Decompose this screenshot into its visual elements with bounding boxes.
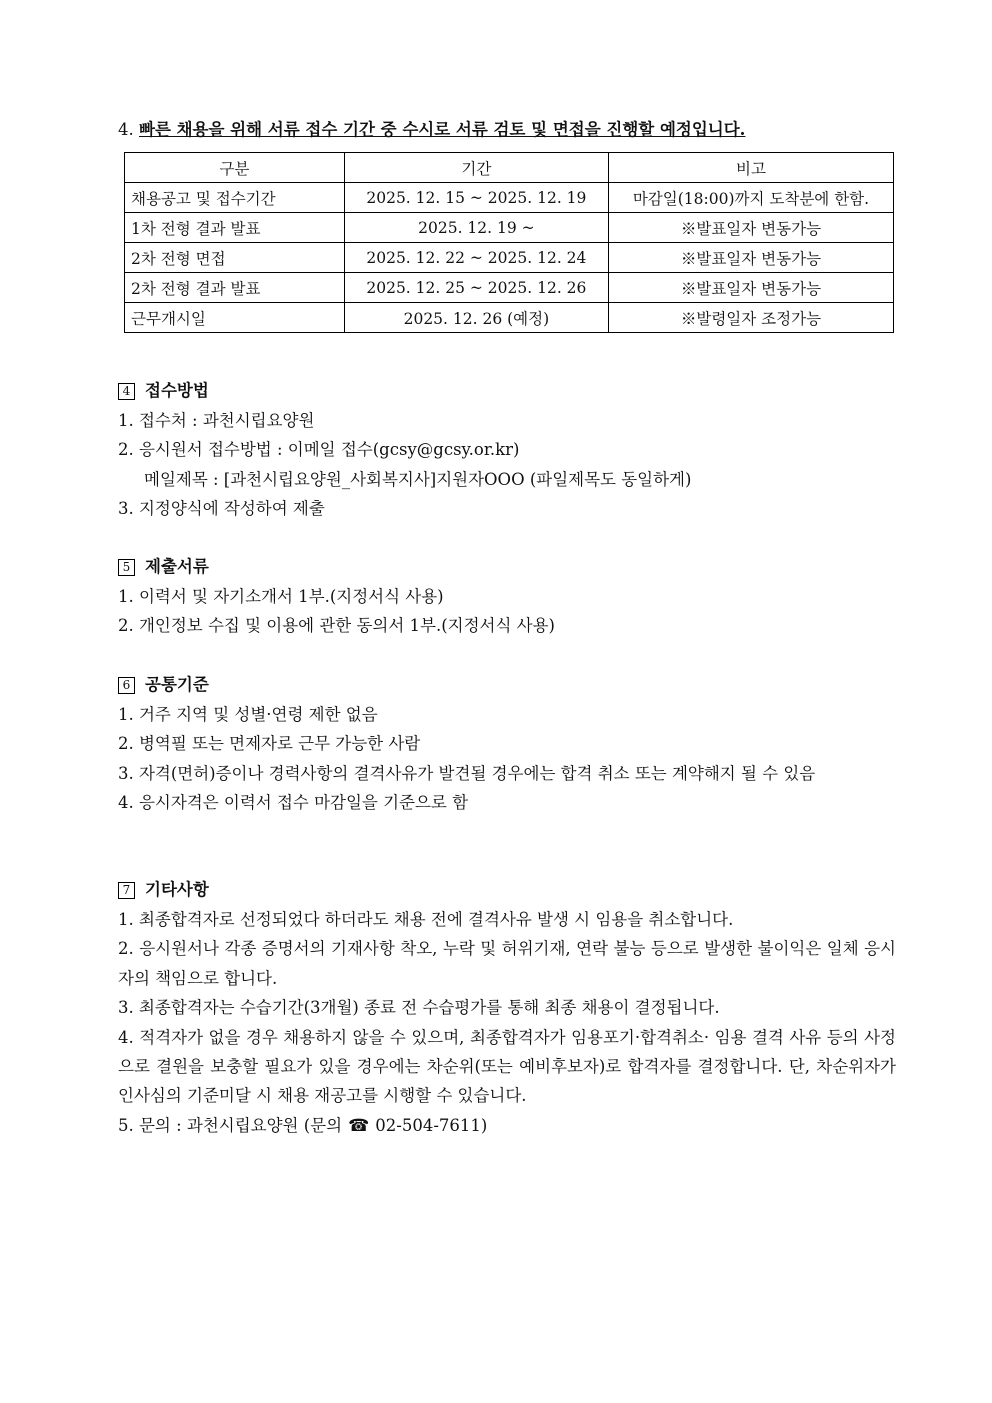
early-review-notice	[118, 116, 745, 140]
list-item: 1. 최종합격자로 선정되었다 하더라도 채용 전에 결격사유 발생 시 임용을 취소합니다.	[118, 910, 734, 929]
table-row	[125, 243, 894, 273]
row-remarks: ※발표일자 변동가능	[608, 213, 893, 243]
section-documents	[118, 552, 896, 641]
section-heading	[118, 670, 896, 700]
list-item: 1. 접수처 : 과천시립요양원	[118, 411, 315, 430]
section-application-method	[118, 376, 896, 524]
section-title: 공통기준	[145, 675, 209, 694]
notice-text: 빠른 채용을 위해 서류 접수 기간 중 수시로 서류 검토 및 면접을 진행할 예정입니다.	[139, 120, 746, 139]
header-period: 기간	[344, 153, 608, 183]
section-title: 기타사항	[145, 880, 209, 899]
table-header-row	[125, 153, 894, 183]
row-period: 2025. 12. 22 ~ 2025. 12. 24	[344, 243, 608, 273]
section-other-matters	[118, 875, 896, 1140]
section-number-box: 4	[118, 383, 135, 400]
row-remarks: ※발령일자 조정가능	[608, 303, 893, 333]
list-item: 2. 병역필 또는 면제자로 근무 가능한 사람	[118, 734, 421, 754]
list-item: 2. 응시원서 접수방법 : 이메일 접수(gcsy@gcsy.or.kr)	[118, 440, 520, 460]
list-item: 메일제목 : [과천시립요양원_사회복지사]지원자OOO (파일제목도 동일하게)	[144, 469, 692, 489]
section-title: 제출서류	[145, 557, 209, 576]
list-item: 3. 지정양식에 작성하여 제출	[118, 499, 325, 519]
contact-line	[118, 1111, 896, 1140]
list-item: 3. 자격(면허)증이나 경력사항의 결격사유가 발견될 경우에는 합격 취소 또는 계약해지 될 수 있음	[118, 763, 816, 783]
table-row	[125, 273, 894, 303]
telephone-icon: ☎	[348, 1115, 370, 1136]
list-item: 4. 적격자가 없을 경우 채용하지 않을 수 있으며, 최종합격자가 임용포기·합격취소· 임용 결격 사유 등의 사정으로 결원을 보충할 필요가 있을 경우에는 차순위(또는 예비후보자)로 합격자를 결정합니다. 단, 차순위자가 인사심의 기준미달 시 채용 재공고를 시행할 수 있습니다.	[118, 1027, 896, 1106]
schedule-table	[124, 152, 894, 333]
table-row	[125, 303, 894, 333]
section-number-box: 7	[118, 882, 135, 899]
list-item: 1. 거주 지역 및 성별·연령 제한 없음	[118, 705, 378, 724]
section-number-box: 6	[118, 677, 135, 694]
row-category: 1차 전형 결과 발표	[125, 213, 345, 243]
list-item: 4. 응시자격은 이력서 접수 마감일을 기준으로 함	[118, 793, 469, 813]
notice-number: 4.	[118, 120, 134, 139]
table-row	[125, 213, 894, 243]
row-period: 2025. 12. 25 ~ 2025. 12. 26	[344, 273, 608, 303]
section-heading	[118, 376, 896, 406]
list-item: 3. 최종합격자는 수습기간(3개월) 종료 전 수습평가를 통해 최종 채용이 결정됩니다.	[118, 998, 720, 1018]
section-number-box: 5	[118, 559, 135, 576]
row-period: 2025. 12. 26 (예정)	[344, 303, 608, 333]
section-title: 접수방법	[145, 381, 209, 400]
row-category: 2차 전형 면접	[125, 243, 345, 273]
section-heading	[118, 875, 896, 905]
row-period: 2025. 12. 15 ~ 2025. 12. 19	[344, 183, 608, 213]
row-category: 2차 전형 결과 발표	[125, 273, 345, 303]
contact-prefix: 5. 문의 : 과천시립요양원 (문의	[118, 1115, 343, 1135]
list-item: 1. 이력서 및 자기소개서 1부.(지정서식 사용)	[118, 587, 444, 606]
section-common-criteria	[118, 670, 896, 818]
section-heading	[118, 552, 896, 582]
row-remarks: ※발표일자 변동가능	[608, 243, 893, 273]
row-period: 2025. 12. 19 ~	[344, 213, 608, 243]
row-remarks: ※발표일자 변동가능	[608, 273, 893, 303]
row-category: 근무개시일	[125, 303, 345, 333]
header-remarks: 비고	[608, 153, 893, 183]
row-category: 채용공고 및 접수기간	[125, 183, 345, 213]
header-category: 구분	[125, 153, 345, 183]
row-remarks: 마감일(18:00)까지 도착분에 한함.	[608, 183, 893, 213]
list-item: 2. 응시원서나 각종 증명서의 기재사항 착오, 누락 및 허위기재, 연락 불능 등으로 발생한 불이익은 일체 응시자의 책임으로 합니다.	[118, 939, 896, 988]
list-item: 2. 개인정보 수집 및 이용에 관한 동의서 1부.(지정서식 사용)	[118, 616, 555, 636]
table-row	[125, 183, 894, 213]
contact-phone-number: 02-504-7611)	[375, 1115, 488, 1135]
